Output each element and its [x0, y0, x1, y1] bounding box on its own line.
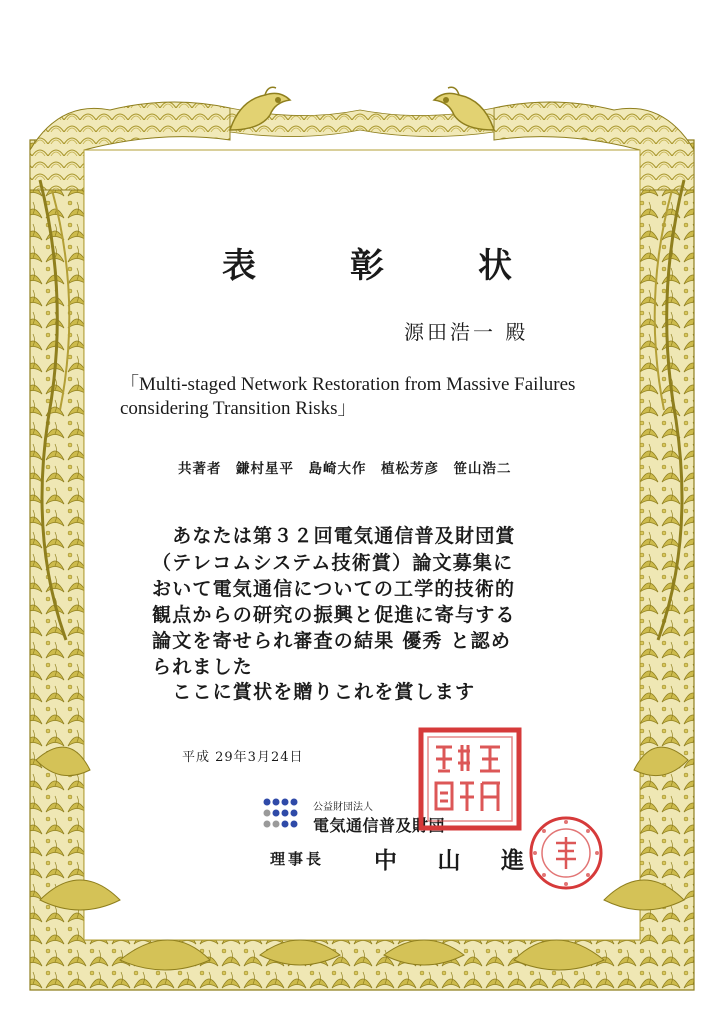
paper-title-line: considering Transition Risks」 — [120, 398, 357, 419]
phoenix-icon — [220, 80, 300, 140]
title-char: 状 — [478, 246, 512, 286]
foundation-seal — [418, 727, 522, 831]
organization-name: 電気通信普及財団 — [313, 816, 446, 835]
organization-prefix: 公益財団法人 — [313, 802, 373, 813]
president-title: 理事長 — [270, 850, 325, 868]
president-name-char: 中 — [374, 847, 397, 874]
title-char: 彰 — [350, 246, 384, 286]
paper-title — [120, 373, 590, 421]
body-line: られました — [152, 656, 254, 678]
president-name — [374, 842, 524, 875]
certificate-title — [222, 238, 512, 287]
paper-title-line: 「Multi-staged Network Restoration from Massive Failures — [120, 374, 576, 395]
body-line: （テレコムシステム技術賞）論文募集に — [152, 552, 514, 574]
phoenix-icon — [424, 80, 504, 140]
body-line: ここに賞状を贈りこれを賞します — [152, 681, 476, 703]
coauthors: 共著者 鎌村星平 島崎大作 植松芳彦 笹山浩二 — [178, 461, 512, 477]
title-char: 表 — [222, 246, 256, 286]
foundation-logo-icon — [262, 797, 302, 833]
body-line: 観点からの研究の振興と促進に寄与する — [152, 604, 516, 626]
president-name-char: 山 — [437, 847, 461, 874]
body-line: おいて電気通信についての工学的技術的 — [152, 578, 516, 600]
issue-date: 平成 29年3月24日 — [182, 750, 304, 765]
recipient-name: 源田浩一 殿 — [404, 320, 529, 344]
body-line: あなたは第３２回電気通信普及財団賞 — [152, 525, 516, 547]
body-line: 論文を寄せられ審査の結果 優秀 と認め — [152, 630, 512, 652]
president-name-char: 進 — [501, 847, 524, 874]
president-seal — [528, 815, 604, 891]
